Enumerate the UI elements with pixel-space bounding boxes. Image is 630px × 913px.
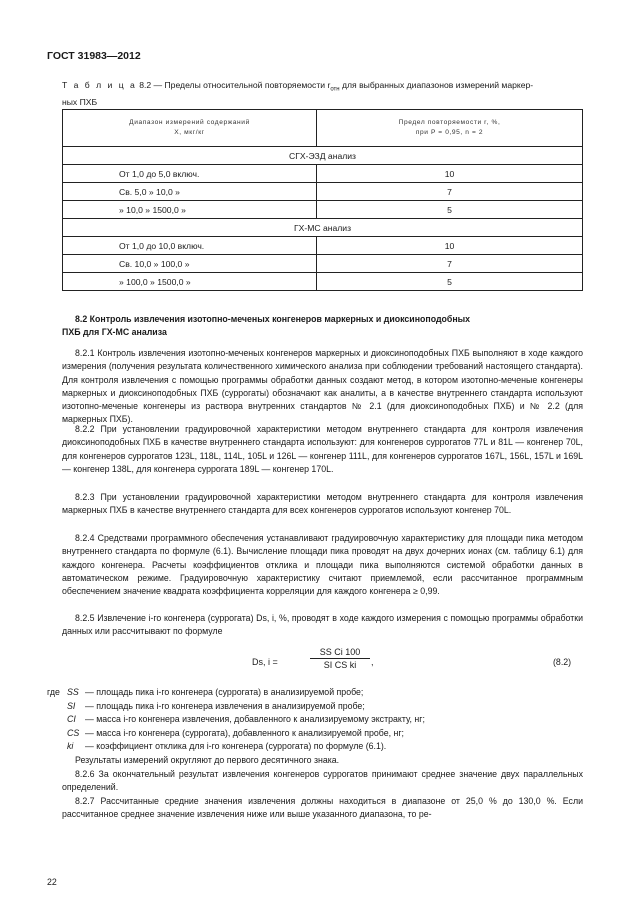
definition-row — [47, 740, 587, 754]
formula-numerator: SS Ci 100 — [310, 647, 370, 659]
symbol: CI — [67, 714, 76, 725]
paragraph-8-2-4: 8.2.4 Средствами программного обеспечения устанавливают градуировочную характеристику для площади пика методом внутреннего стандарта по формуле (6.1). Вычисление площади пика проводят на двух дочерних ионах (см. таблицу 6.1) для каждого конгенера. Расчеты коэффициентов отклика и площади пика выполняются системой обработки данных в автоматическом режиме. Градуировочную характеристику считают приемлемой, если рассчитанное программным обеспечением значение квадрата коэффициента корреляции для каждого конгенера ≥ 0,99. — [62, 533, 583, 597]
symbol: SS — [67, 687, 79, 697]
caption-sub: отн — [330, 86, 340, 93]
range-cell: От 1,0 до 5,0 включ. — [63, 165, 317, 183]
value-cell: 7 — [317, 255, 583, 273]
definition-text: — коэффициент отклика для i-го конгенера (суррогата) по формуле (6.1). — [85, 741, 387, 752]
caption-text2: для выбранных диапазонов измерений маркер- — [339, 80, 534, 90]
formula-number: (8.2) — [553, 657, 572, 667]
range-cell: » 10,0 » 1500,0 » — [63, 201, 317, 219]
definition-text: — площадь пика i-го конгенера извлечения в анализируемой пробе; — [85, 700, 365, 711]
range-cell: От 1,0 до 10,0 включ. — [63, 237, 317, 255]
table-caption — [62, 79, 582, 108]
page-number: 22 — [47, 877, 57, 887]
section-row — [63, 147, 583, 165]
table-row — [63, 255, 583, 273]
paragraph-8-2-7: 8.2.7 Рассчитанные средние значения извлечения должны находиться в диапазоне от 25,0 % до 130,0 %. Если рассчитанное среднее значение извлечения ниже или выше указанного диапазона, то ре- — [62, 796, 583, 820]
caption-text: 8.2 — Пределы относительной повторяемости r — [139, 80, 331, 90]
paragraph-8-2-6: 8.2.6 За окончательный результат извлечения конгенеров суррогатов принимают среднее значение двух параллельных определений. — [62, 769, 583, 793]
col2-header-line1: Предел повторяемости r, %, — [398, 119, 501, 126]
section-heading — [62, 313, 583, 340]
table-row — [63, 165, 583, 183]
col1-header — [63, 110, 317, 147]
symbol-definitions — [47, 686, 587, 754]
paragraph-8-2-2: 8.2.2 При установлении градуировочной характеристики методом внутреннего стандарта для контроля извлечения диоксиноподобных ПХБ в качестве внутреннего стандарта используют: для конгенеров суррогатов 77L и 81L — конгенер 70L, для конгенеров суррогатов 123L, 118L, 114L, 105L и 126L — конгенер 111L, для конгенеров суррогатов 167L, 156L, 157L и 169L — конгенер 138L, для конгенера суррогата 189L — конгенер 170L. — [62, 424, 583, 474]
symbol: ki — [67, 741, 74, 752]
caption-label: Т а б л и ц а — [62, 80, 137, 90]
definition-row — [47, 727, 587, 741]
section-row — [63, 219, 583, 237]
value-cell: 7 — [317, 183, 583, 201]
symbol: SI — [67, 700, 76, 711]
section-title: СГХ-ЭЗД анализ — [63, 147, 583, 165]
col1-header-line1: Диапазон измерений содержаний — [129, 119, 250, 126]
definition-text: — площадь пика i-го конгенера (суррогата) в анализируемой пробе; — [85, 687, 364, 697]
value-cell: 10 — [317, 165, 583, 183]
value-cell: 5 — [317, 273, 583, 291]
formula-lhs: Ds, i = — [252, 657, 278, 667]
range-cell: Св. 10,0 » 100,0 » — [63, 255, 317, 273]
formula-fraction — [310, 647, 370, 670]
section-title: ГХ-МС анализ — [63, 219, 583, 237]
col1-header-line2: X, мкг/кг — [174, 129, 205, 136]
range-cell: » 100,0 » 1500,0 » — [63, 273, 317, 291]
definition-row — [47, 686, 587, 700]
table-row — [63, 201, 583, 219]
formula-denominator: SI CS ki — [323, 660, 357, 670]
table-header-row — [63, 110, 583, 147]
symbol: CS — [67, 727, 80, 738]
section-heading-line2: ПХБ для ГХ-МС анализа — [62, 327, 167, 338]
table-row — [63, 183, 583, 201]
repeatability-table — [62, 109, 583, 291]
table-row — [63, 237, 583, 255]
where-word: где — [47, 687, 60, 697]
definition-text: — масса i-го конгенера (суррогата), добавленного к анализируемой пробе, нг; — [85, 727, 404, 738]
col2-header-line2: при P = 0,95, n = 2 — [415, 129, 484, 136]
section-heading-line1: 8.2 Контроль извлечения изотопно-меченых конгенеров маркерных и диоксиноподобных — [75, 314, 471, 324]
paragraph-8-2-3: 8.2.3 При установлении градуировочной характеристики методом внутреннего стандарта для контроля извлечения маркерных ПХБ в качестве внутреннего стандарта для всех конгенеров суррогатов используют конгенер 70L. — [62, 492, 583, 516]
paragraph-rounding: Результаты измерений округляют до первого десятичного знака. — [75, 755, 340, 765]
table-row — [63, 273, 583, 291]
definition-text: — масса i-го конгенера извлечения, добавленного к анализируемому экстракту, нг; — [85, 714, 425, 725]
col2-header — [317, 110, 583, 147]
caption-line2: ных ПХБ — [62, 96, 98, 107]
definition-row — [47, 713, 587, 727]
paragraph-8-2-1: 8.2.1 Контроль извлечения изотопно-меченых конгенеров маркерных и диоксиноподобных ПХБ выполняют в ходе каждого измерения (получения результата количественного химического анализа при соблюдении требований настоящего стандарта). Для контроля извлечения с помощью программы обработки данных создают метод, в котором изотопно-меченые конгенеры маркерных и диоксиноподобных ПХБ (суррогаты) обозначают как аналиты, а в качестве внутреннего стандарта используют изотопно-меченые конгенеры из раствора внутренних стандартов № 2.1 (для диоксиноподобных ПХБ) и № 2.2 (для маркерных ПХБ). — [62, 348, 583, 425]
paragraph-8-2-5: 8.2.5 Извлечение i-го конгенера (суррогата) Ds, i, %, проводят в ходе каждого измерения с помощью программы обработки данных или рассчитывают по формуле — [62, 613, 583, 637]
range-cell: Св. 5,0 » 10,0 » — [63, 183, 317, 201]
value-cell: 10 — [317, 237, 583, 255]
value-cell: 5 — [317, 201, 583, 219]
document-header: ГОСТ 31983—2012 — [47, 50, 141, 62]
definition-row — [47, 700, 587, 714]
